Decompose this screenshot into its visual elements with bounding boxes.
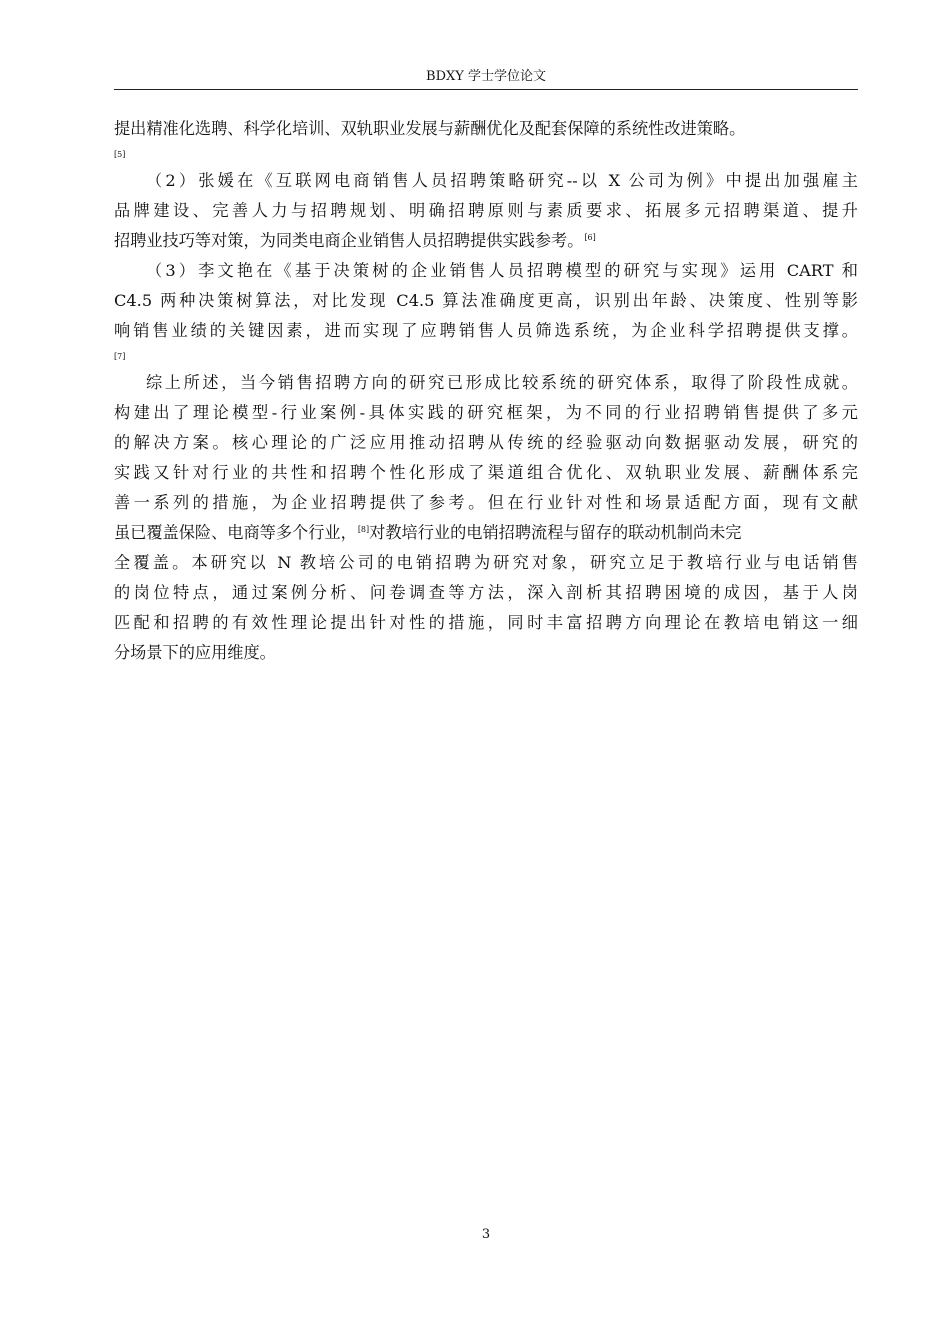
citation-7: [7] — [114, 352, 126, 361]
citation-6: [6] — [584, 233, 596, 242]
paragraph-3 — [114, 256, 858, 368]
paragraph-4-line-3: 的解决方案。核心理论的广泛应用推动招聘从传统的经验驱动向数据驱动发展，研究的 — [114, 433, 858, 452]
citation-5: [5] — [114, 150, 126, 159]
paragraph-4-line-6-before: 虽已覆盖保险、电商等多个行业， — [114, 523, 357, 542]
paragraph-3-line-2: C4.5 两种决策树算法，对比发现 C4.5 算法准确度更高，识别出年龄、决策度、性别等影 — [114, 291, 858, 310]
paragraph-4-line-10: 分场景下的应用维度。 — [114, 643, 276, 662]
paragraph-2-line-3-text: 招聘业技巧等对策，为同类电商企业销售人员招聘提供实践参考。 — [114, 231, 584, 250]
paragraph-4-line-6-after: 对教培行业的电销招聘流程与留存的联动机制尚未完 — [369, 523, 742, 542]
paragraph-1 — [114, 114, 858, 166]
paragraph-4-line-2: 构建出了理论模型-行业案例-具体实践的研究框架，为不同的行业招聘销售提供了多元 — [114, 403, 858, 422]
paragraph-4-line-6 — [114, 518, 858, 548]
paragraph-2 — [114, 166, 858, 256]
running-header: BDXY 学士学位论文 — [426, 69, 546, 84]
paragraph-4-line-8: 的岗位特点，通过案例分析、问卷调查等方法，深入剖析其招聘困境的成因，基于人岗 — [114, 583, 858, 602]
paragraph-4-line-5: 善一系列的措施，为企业招聘提供了参考。但在行业针对性和场景适配方面，现有文献 — [114, 493, 858, 512]
body-text — [114, 114, 858, 668]
paragraph-4 — [114, 368, 858, 668]
paragraph-4-line-4: 实践又针对行业的共性和招聘个性化形成了渠道组合优化、双轨职业发展、薪酬体系完 — [114, 463, 858, 482]
header-rule — [114, 89, 858, 90]
page-number: 3 — [481, 1227, 491, 1242]
paragraph-2-line-1: （2）张媛在《互联网电商销售人员招聘策略研究--以 X 公司为例》中提出加强雇主 — [146, 171, 858, 190]
citation-8: [8] — [357, 525, 370, 534]
paragraph-3-line-3: 响销售业绩的关键因素，进而实现了应聘销售人员筛选系统，为企业科学招聘提供支撑。 — [114, 321, 858, 340]
paragraph-3-line-1: （3）李文艳在《基于决策树的企业销售人员招聘模型的研究与实现》运用 CART 和 — [146, 261, 858, 280]
paragraph-1-line-1: 提出精准化选聘、科学化培训、双轨职业发展与薪酬优化及配套保障的系统性改进策略。 — [114, 119, 746, 138]
paragraph-2-line-2: 品牌建设、完善人力与招聘规划、明确招聘原则与素质要求、拓展多元招聘渠道、提升 — [114, 201, 858, 220]
paragraph-4-line-7: 全覆盖。本研究以 N 教培公司的电销招聘为研究对象，研究立足于教培行业与电话销售 — [114, 553, 858, 572]
paragraph-2-line-3 — [114, 226, 858, 256]
paragraph-4-line-1: 综上所述，当今销售招聘方向的研究已形成比较系统的研究体系，取得了阶段性成就。 — [146, 373, 858, 392]
paragraph-4-line-9: 匹配和招聘的有效性理论提出针对性的措施，同时丰富招聘方向理论在教培电销这一细 — [114, 613, 858, 632]
